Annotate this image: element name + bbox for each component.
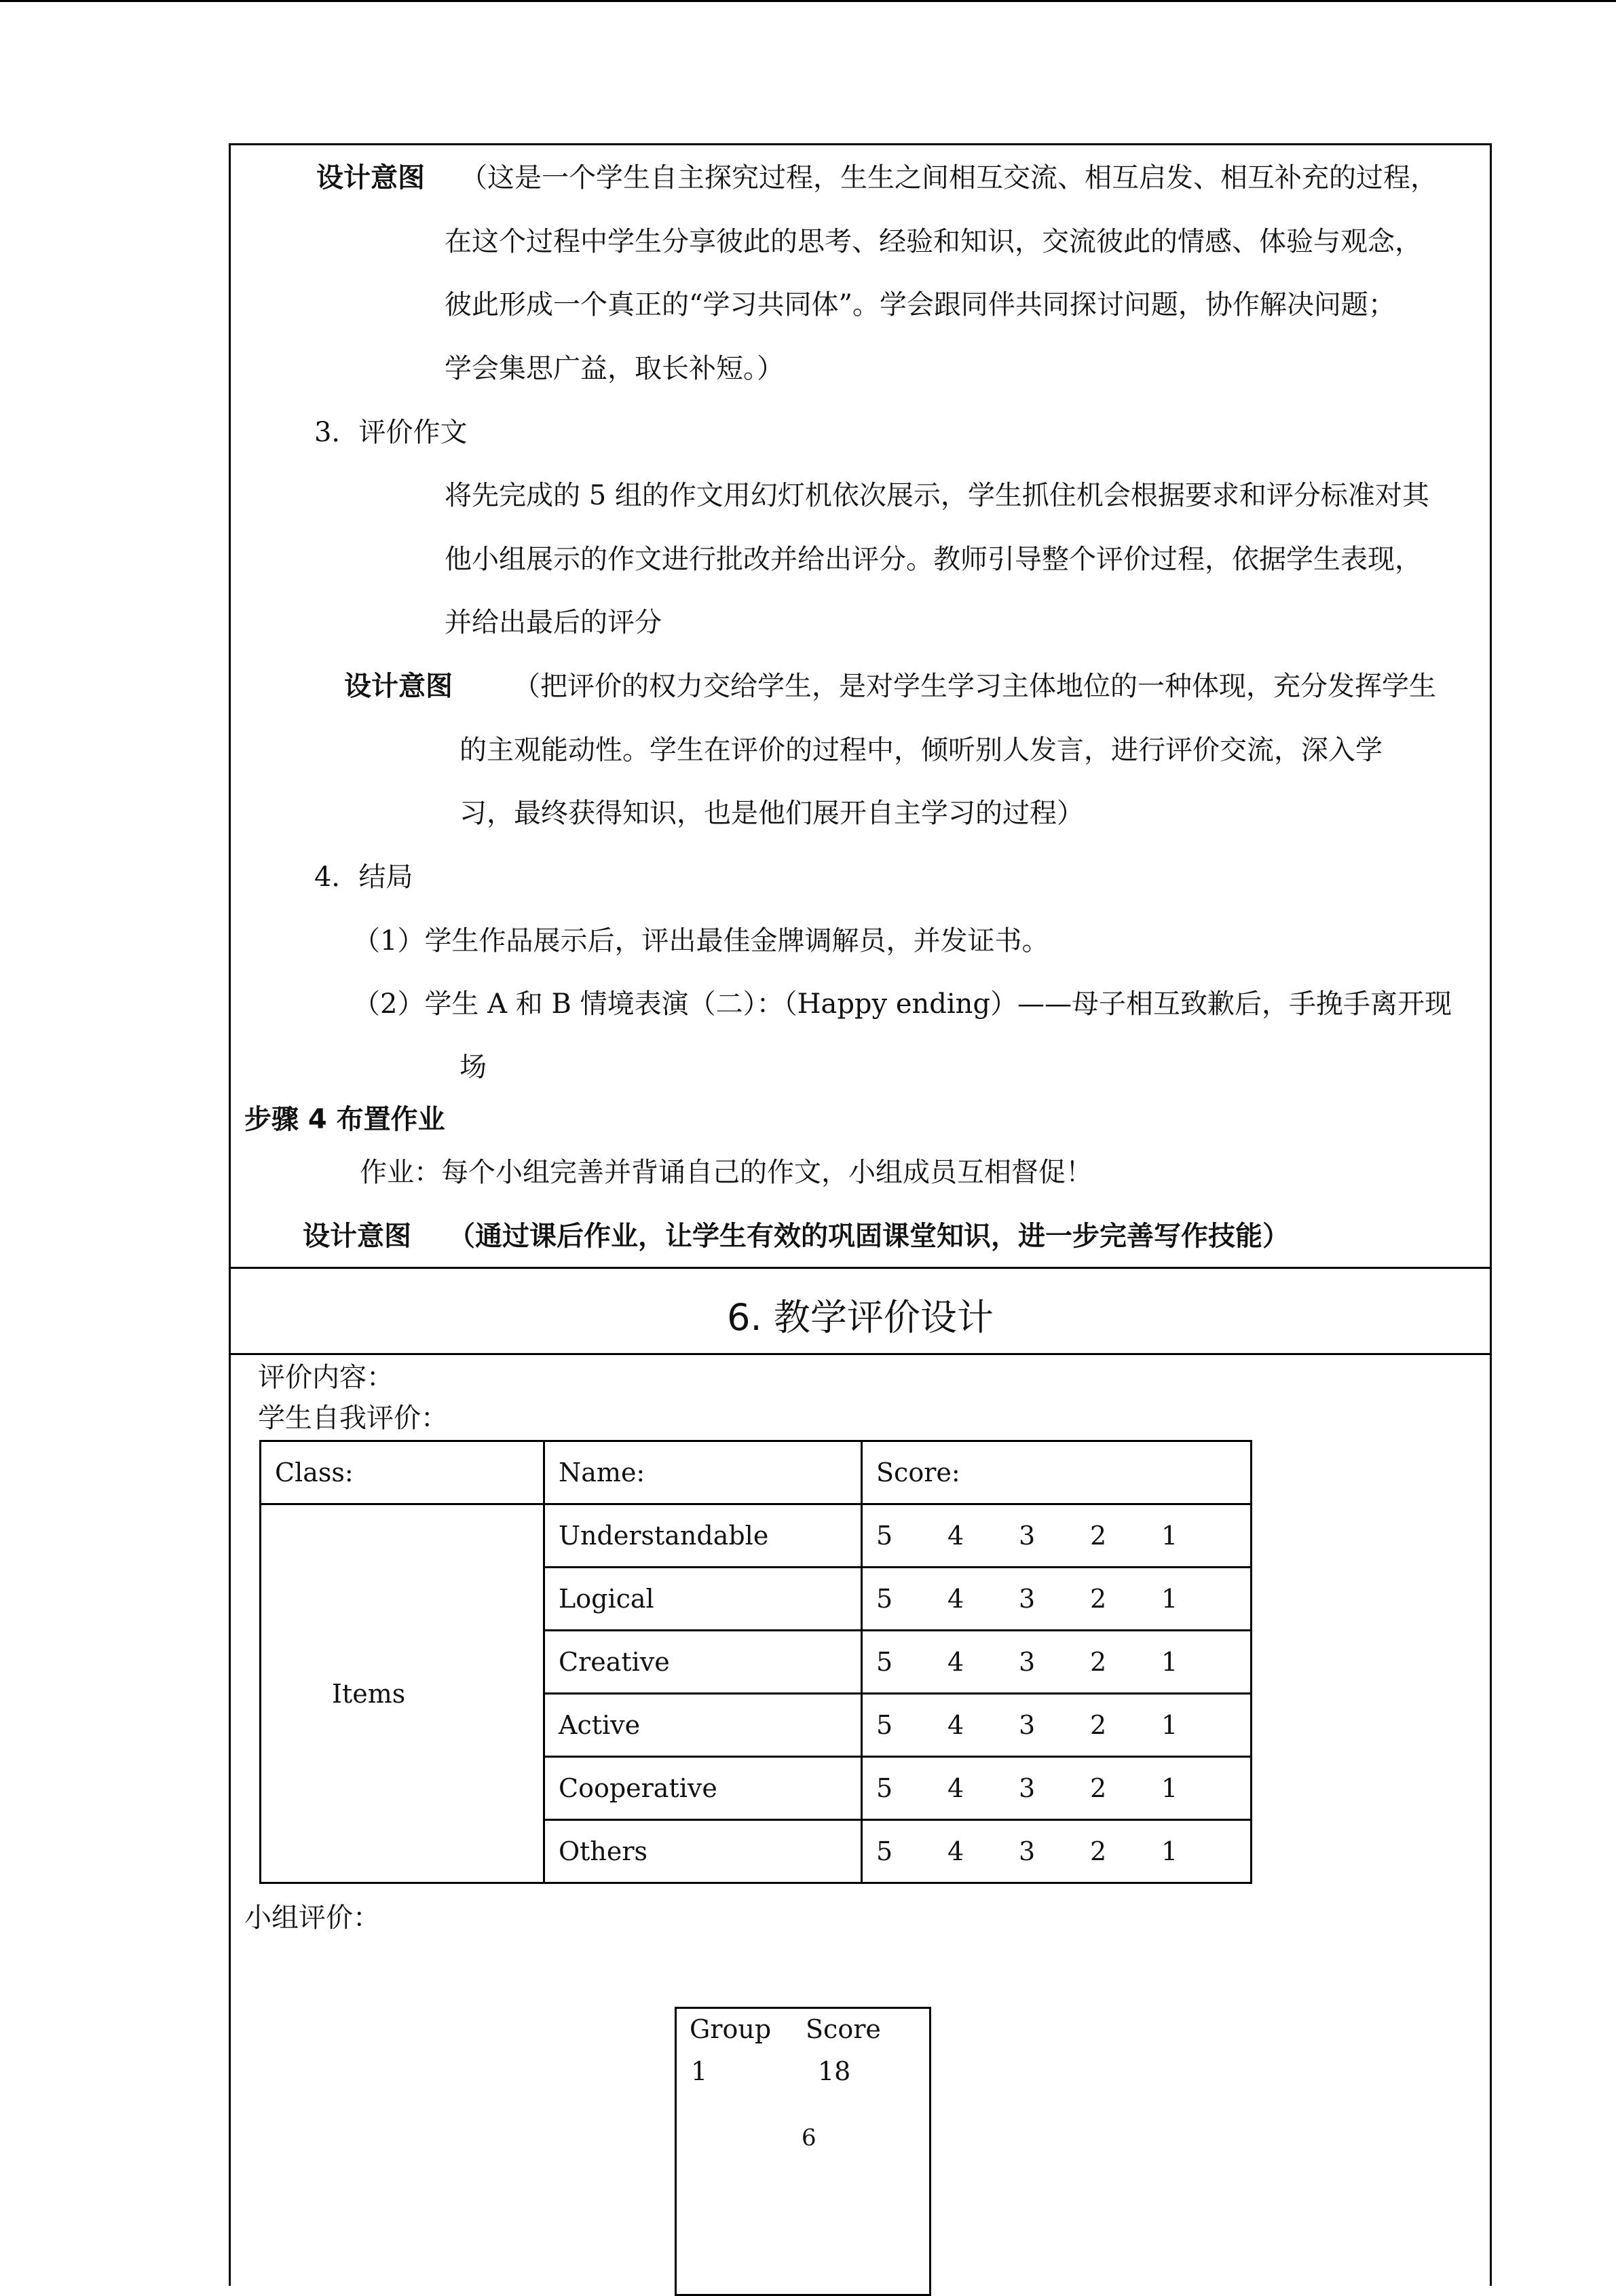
item-name-cell: Logical <box>544 1568 862 1631</box>
design-intent-line: （把评价的权力交给学生，是对学生学习主体地位的一种体现，充分发挥学生 <box>513 671 1436 702</box>
page-number: 6 <box>802 2124 816 2151</box>
score-option: 2 <box>1090 1710 1107 1740</box>
item-name-cell: Active <box>544 1694 862 1757</box>
score-option: 4 <box>947 1584 964 1614</box>
homework-text: 作业：每个小组完善并背诵自己的作文，小组成员互相督促！ <box>360 1157 1093 1188</box>
score-option: 1 <box>1161 1647 1178 1677</box>
score-options <box>862 1757 1252 1820</box>
item3-heading: 3．评价作文 <box>314 417 468 448</box>
design-intent-line: 学会集思广益，取长补短。） <box>445 353 784 384</box>
score-cell: Score: <box>862 1441 1252 1504</box>
score-option: 3 <box>1019 1647 1036 1677</box>
score-option: 5 <box>876 1521 893 1551</box>
score-option: 2 <box>1090 1584 1107 1614</box>
group-header: Group <box>690 2014 772 2044</box>
score-option: 1 <box>1161 1584 1178 1614</box>
score-option: 2 <box>1090 1647 1107 1677</box>
score-header: Score <box>806 2014 881 2044</box>
items-cell: Items <box>261 1504 544 1883</box>
score-option: 3 <box>1019 1773 1036 1803</box>
group-evaluation-label: 小组评价： <box>244 1902 380 1933</box>
design-intent-line: 在这个过程中学生分享彼此的思考、经验和知识，交流彼此的情感、体验与观念， <box>445 226 1422 257</box>
frame-top-border <box>229 143 1492 145</box>
item-name-cell: Cooperative <box>544 1757 862 1820</box>
class-cell: Class: <box>261 1441 544 1504</box>
evaluation-content-label: 评价内容： <box>258 1362 394 1393</box>
score-options <box>862 1694 1252 1757</box>
score-options <box>862 1631 1252 1694</box>
score-option: 3 <box>1019 1710 1036 1740</box>
section-divider-bottom <box>229 1353 1492 1355</box>
score-option: 3 <box>1019 1836 1036 1866</box>
score-options <box>862 1568 1252 1631</box>
item3-line: 将先完成的 5 组的作文用幻灯机依次展示，学生抓住机会根据要求和评分标准对其 <box>445 480 1429 511</box>
item3-line: 并给出最后的评分 <box>445 607 662 638</box>
design-intent-label: 设计意图 <box>303 1221 411 1252</box>
score-options <box>862 1504 1252 1568</box>
score-option: 4 <box>947 1710 964 1740</box>
score-option: 4 <box>947 1647 964 1677</box>
score-option: 5 <box>876 1584 893 1614</box>
score-option: 2 <box>1090 1521 1107 1551</box>
name-cell: Name: <box>544 1441 862 1504</box>
score-options <box>862 1820 1252 1883</box>
design-intent-line: 彼此形成一个真正的“学习共同体”。学会跟同伴共同探讨问题，协作解决问题； <box>445 289 1395 320</box>
score-option: 4 <box>947 1521 964 1551</box>
item4-line: （2）学生 A 和 B 情境表演（二）：（Happy ending）——母子相互致歉后，手挽手离开现 <box>353 988 1452 1020</box>
group-score: 18 <box>818 2056 851 2086</box>
score-option: 3 <box>1019 1521 1036 1551</box>
score-option: 3 <box>1019 1584 1036 1614</box>
score-option: 5 <box>876 1710 893 1740</box>
score-option: 4 <box>947 1773 964 1803</box>
frame-left-border <box>229 143 231 2286</box>
section-title: 6. 教学评价设计 <box>727 1296 994 1339</box>
design-intent-label: 设计意图 <box>344 671 453 702</box>
section-divider-top <box>229 1267 1492 1269</box>
item-name-cell: Creative <box>544 1631 862 1694</box>
step4-heading: 步骤 4 布置作业 <box>244 1104 445 1135</box>
score-option: 5 <box>876 1773 893 1803</box>
table-header-row <box>261 1441 1252 1504</box>
score-option: 1 <box>1161 1710 1178 1740</box>
score-option: 1 <box>1161 1836 1178 1866</box>
self-evaluation-table <box>259 1440 1252 1884</box>
design-intent-line: （这是一个学生自主探究过程，生生之间相互交流、相互启发、相互补充的过程， <box>460 162 1438 193</box>
item3-line: 他小组展示的作文进行批改并给出评分。教师引导整个评价过程，依据学生表现， <box>445 544 1422 575</box>
score-option: 2 <box>1090 1836 1107 1866</box>
item-name-cell: Understandable <box>544 1504 862 1568</box>
design-intent-line: 习，最终获得知识，也是他们展开自主学习的过程） <box>459 798 1084 829</box>
top-border-line <box>0 0 1616 2</box>
design-intent-label: 设计意图 <box>316 162 425 193</box>
self-evaluation-label: 学生自我评价： <box>258 1403 448 1434</box>
item4-line: 场 <box>459 1052 487 1083</box>
score-option: 5 <box>876 1647 893 1677</box>
group-number: 1 <box>691 2056 708 2086</box>
frame-right-border <box>1490 143 1492 2286</box>
item-name-cell: Others <box>544 1820 862 1883</box>
table-row <box>261 1504 1252 1568</box>
design-intent-line: 的主观能动性。学生在评价的过程中，倾听别人发言，进行评价交流，深入学 <box>459 735 1383 766</box>
design-intent-text: （通过课后作业，让学生有效的巩固课堂知识，进一步完善写作技能） <box>448 1221 1290 1252</box>
item4-heading: 4．结局 <box>314 862 413 893</box>
score-option: 4 <box>947 1836 964 1866</box>
score-option: 1 <box>1161 1521 1178 1551</box>
item4-line: （1）学生作品展示后，评出最佳金牌调解员，并发证书。 <box>353 925 1049 957</box>
score-option: 5 <box>876 1836 893 1866</box>
score-option: 2 <box>1090 1773 1107 1803</box>
score-option: 1 <box>1161 1773 1178 1803</box>
